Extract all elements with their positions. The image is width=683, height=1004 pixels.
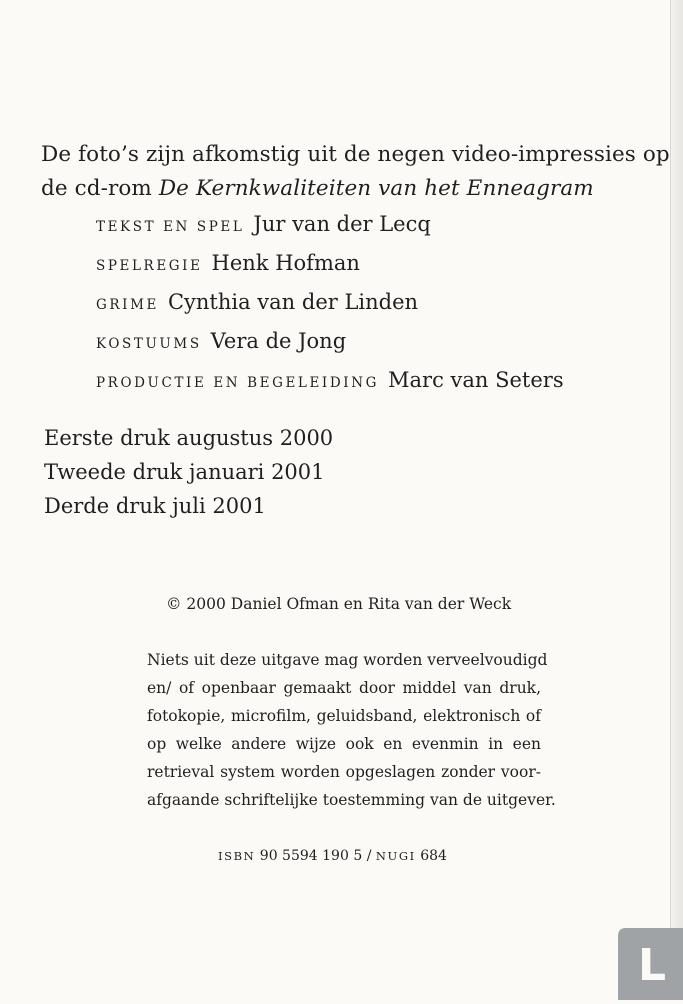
nugi-label: NUGI bbox=[375, 849, 416, 863]
intro-paragraph bbox=[41, 138, 670, 206]
editions-list bbox=[44, 421, 333, 523]
credit-name: Cynthia van der Linden bbox=[167, 290, 419, 314]
credit-role: PRODUCTIE EN BEGELEIDING bbox=[96, 375, 380, 391]
isbn-separator: / bbox=[366, 848, 372, 864]
credit-row bbox=[96, 362, 564, 401]
edition-line: Tweede druk januari 2001 bbox=[44, 460, 325, 484]
rights-line: en/ of openbaar gemaakt door middel van druk, bbox=[147, 679, 541, 697]
rights-line: retrieval system worden opgeslagen zonder voor- bbox=[147, 763, 541, 781]
rights-line: op welke andere wijze ook en evenmin in een bbox=[147, 735, 541, 753]
rights-line: Niets uit deze uitgave mag worden verveelvoudigd bbox=[147, 651, 548, 669]
copyright-notice: © 2000 Daniel Ofman en Rita van der Weck bbox=[166, 595, 512, 613]
credits-list bbox=[96, 206, 564, 401]
isbn-value: 90 5594 190 5 bbox=[259, 848, 363, 864]
credit-name: Vera de Jong bbox=[210, 329, 347, 353]
nugi-value: 684 bbox=[420, 848, 447, 864]
credit-role: TEKST EN SPEL bbox=[96, 219, 245, 235]
publisher-logo-icon bbox=[618, 928, 683, 1000]
credit-role: GRIME bbox=[96, 297, 159, 313]
intro-line-2 bbox=[41, 172, 661, 206]
rights-line: afgaande schriftelijke toestemming van de uitgever. bbox=[147, 791, 556, 809]
credit-row bbox=[96, 245, 564, 284]
rights-line: fotokopie, microfilm, geluidsband, elektronisch of bbox=[147, 707, 541, 725]
credit-row bbox=[96, 206, 564, 245]
svg-text:L: L bbox=[637, 940, 667, 991]
intro-line-2-prefix: de cd-rom bbox=[41, 176, 159, 201]
credit-name: Marc van Seters bbox=[388, 368, 564, 392]
cd-rom-title: De Kernkwaliteiten van het Enneagram bbox=[158, 176, 594, 201]
publisher-logo bbox=[618, 928, 683, 1000]
credit-name: Jur van der Lecq bbox=[253, 212, 431, 236]
rights-notice bbox=[147, 646, 556, 814]
credit-row bbox=[96, 284, 564, 323]
credit-role: SPELREGIE bbox=[96, 258, 203, 274]
isbn-line bbox=[218, 844, 447, 868]
credit-role: KOSTUUMS bbox=[96, 336, 202, 352]
intro-line-1: De foto’s zijn afkomstig uit de negen video-impressies op bbox=[41, 142, 670, 167]
edition-line: Eerste druk augustus 2000 bbox=[44, 426, 334, 450]
page-edge bbox=[670, 0, 683, 1000]
isbn-label: ISBN bbox=[218, 849, 256, 863]
credit-row bbox=[96, 323, 564, 362]
credit-name: Henk Hofman bbox=[211, 251, 360, 275]
edition-line: Derde druk juli 2001 bbox=[44, 494, 266, 518]
